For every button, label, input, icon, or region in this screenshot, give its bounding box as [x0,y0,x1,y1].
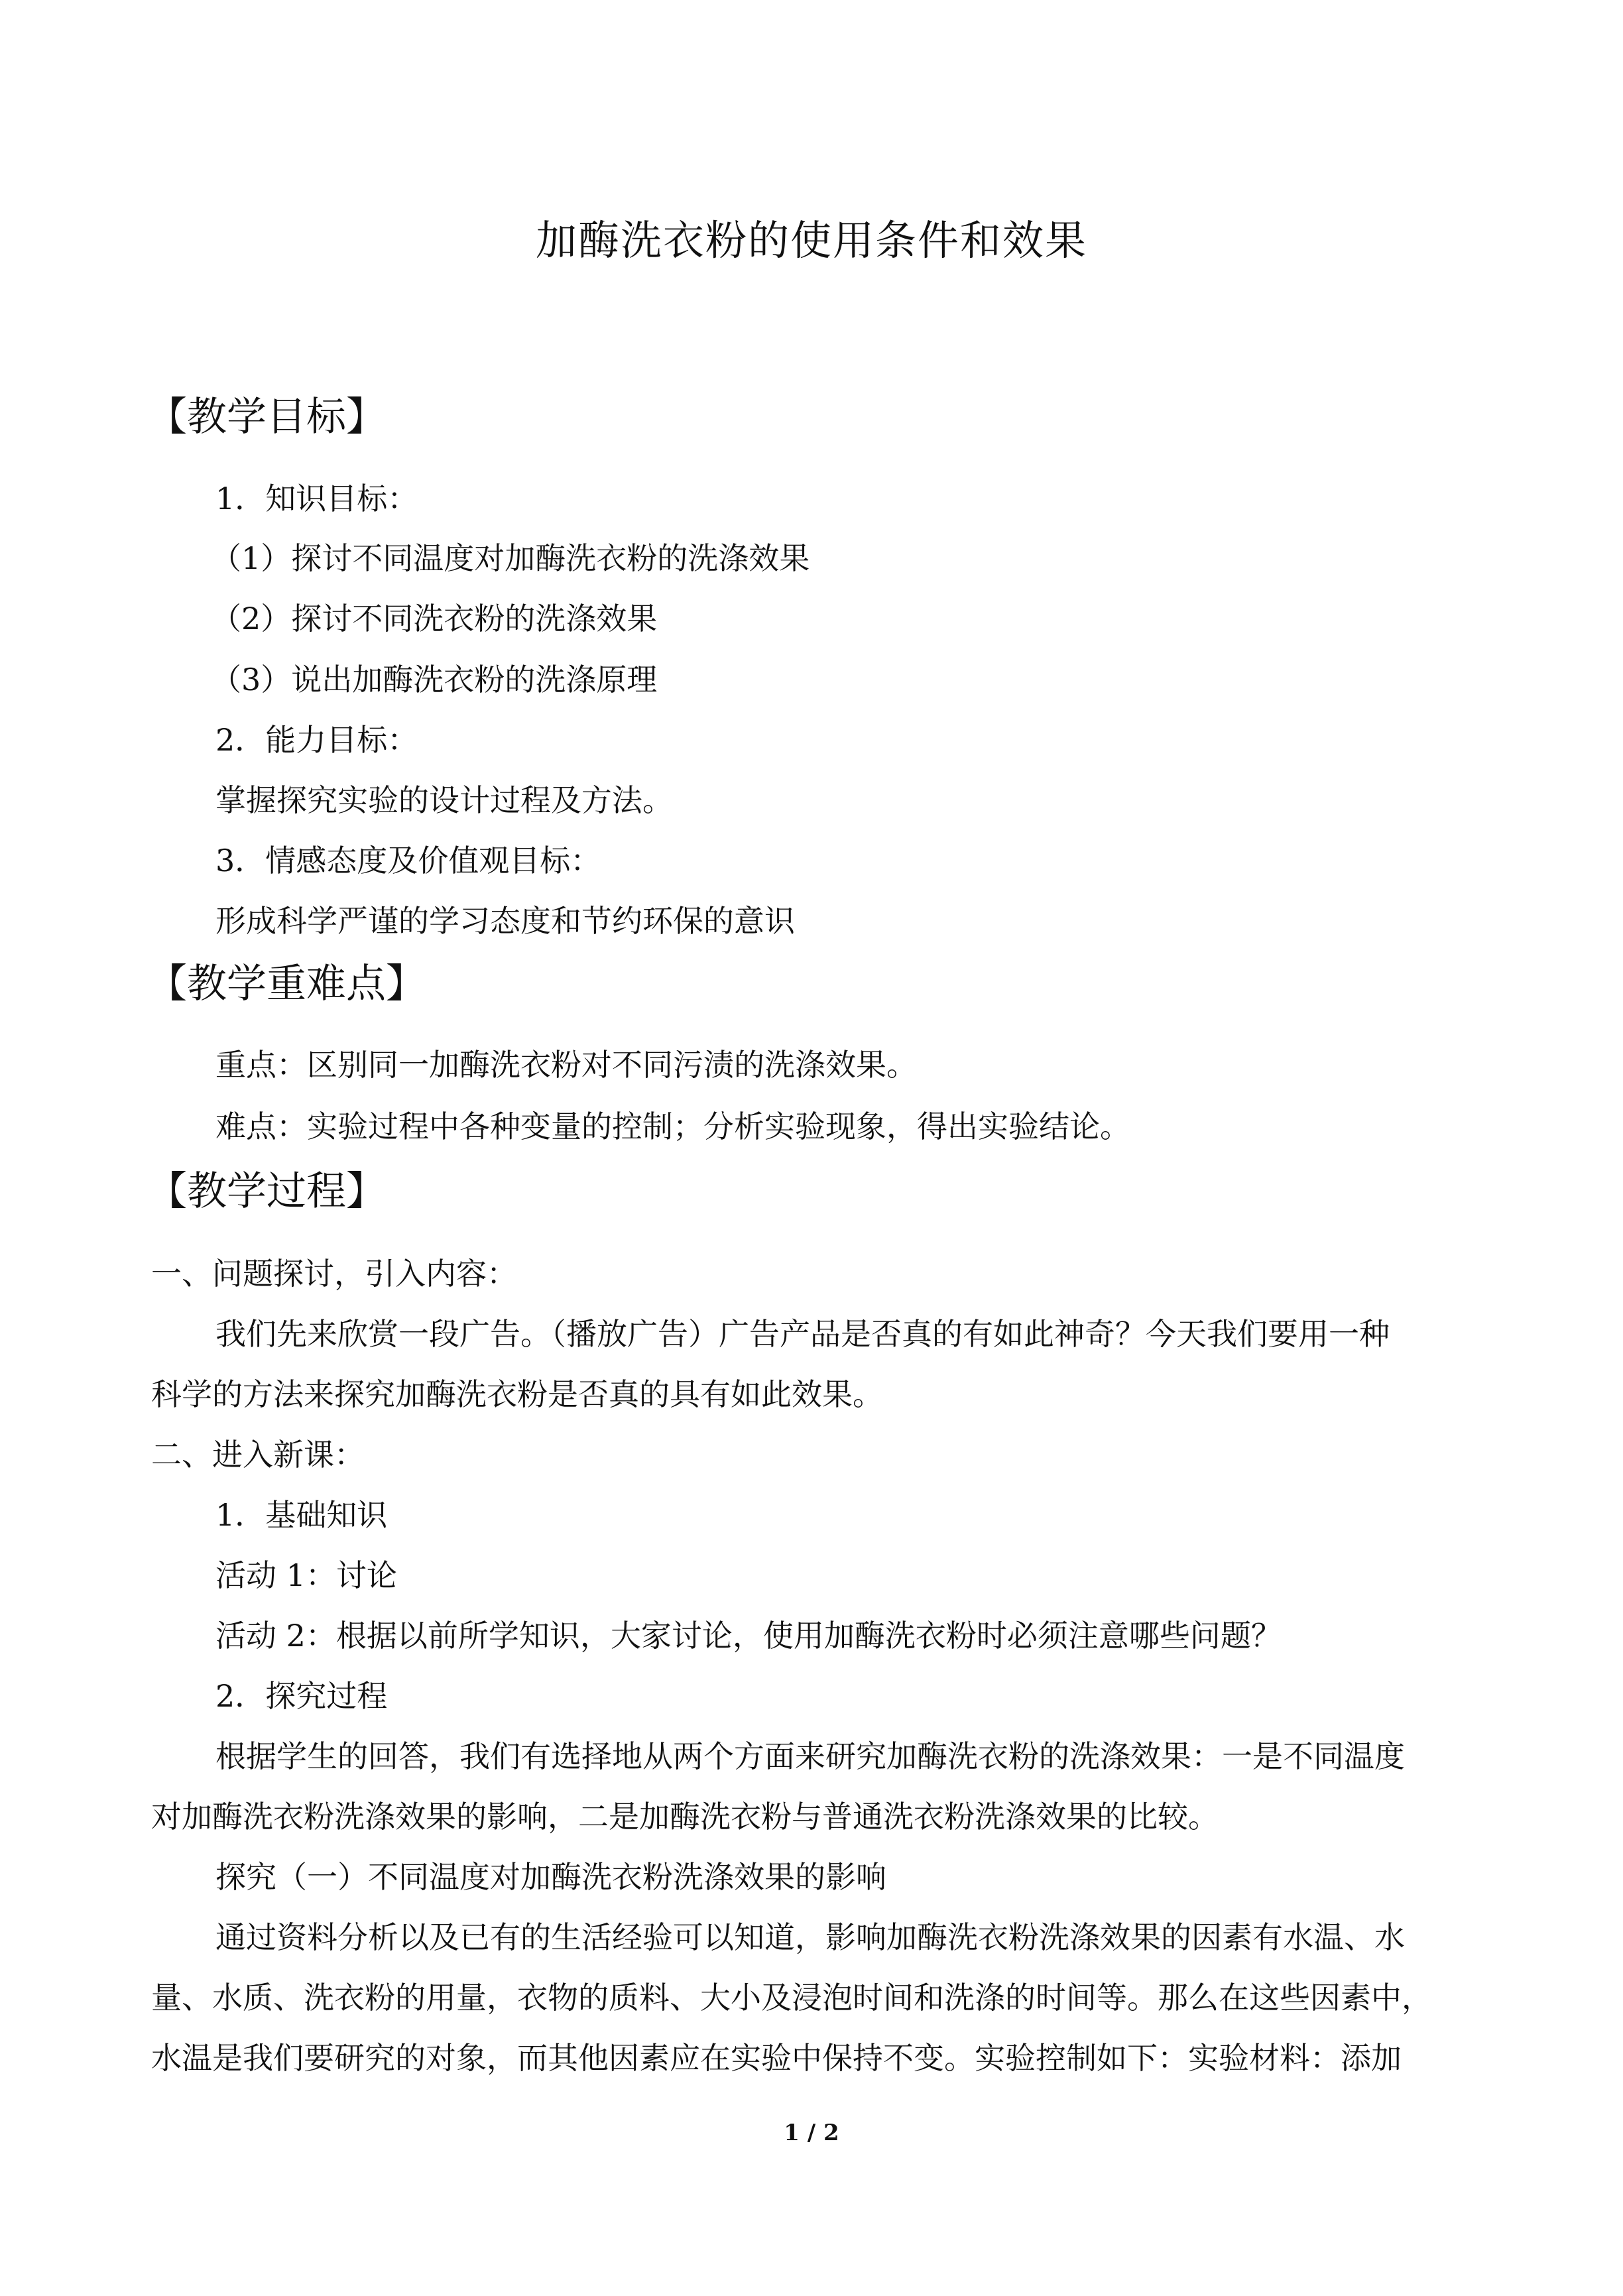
heading-teaching-process: 【教学过程】 [147,1168,386,1215]
process-line: 我们先来欣赏一段广告。（播放广告）广告产品是否真的有如此神奇？今天我们要用一种 [215,1316,1390,1352]
process-line: 通过资料分析以及已有的生活经验可以知道，影响加酶洗衣粉洗涤效果的因素有水温、水 [215,1919,1405,1955]
objective-line: 2．能力目标： [215,722,418,758]
heading-teaching-objectives: 【教学目标】 [147,394,386,440]
key-point-line: 难点：实验过程中各种变量的控制；分析实验现象，得出实验结论。 [215,1109,1130,1144]
heading-key-points: 【教学重难点】 [147,961,426,1007]
process-line: 活动 2：根据以前所学知识，大家讨论，使用加酶洗衣粉时必须注意哪些问题？ [215,1618,1282,1654]
objective-line: 形成科学严谨的学习态度和节约环保的意识 [215,903,795,939]
page-number: 1 / 2 [784,2120,839,2146]
process-line: 2．探究过程 [215,1678,388,1714]
process-line: 1．基础知识 [215,1497,388,1533]
objective-line: （2）探讨不同洗衣粉的洗涤效果 [211,601,658,636]
document-title: 加酶洗衣粉的使用条件和效果 [535,216,1087,265]
key-point-line: 重点：区别同一加酶洗衣粉对不同污渍的洗涤效果。 [215,1047,917,1083]
objective-line: （3）说出加酶洗衣粉的洗涤原理 [211,662,658,697]
process-line: 量、水质、洗衣粉的用量，衣物的质料、大小及浸泡时间和洗涤的时间等。那么在这些因素中， [151,1980,1432,2016]
process-line: 一、问题探讨，引入内容： [151,1256,517,1292]
process-line: 水温是我们要研究的对象，而其他因素应在实验中保持不变。实验控制如下：实验材料：添加 [151,2040,1402,2076]
process-line: 二、进入新课： [151,1437,365,1473]
objective-line: 掌握探究实验的设计过程及方法。 [215,782,673,818]
objective-line: 1．知识目标： [215,481,418,516]
objective-line: 3．情感态度及价值观目标： [215,843,601,878]
process-line: 探究（一）不同温度对加酶洗衣粉洗涤效果的影响 [215,1859,886,1895]
process-line: 根据学生的回答，我们有选择地从两个方面来研究加酶洗衣粉的洗涤效果：一是不同温度 [215,1738,1405,1774]
process-line: 科学的方法来探究加酶洗衣粉是否真的具有如此效果。 [151,1376,883,1412]
process-line: 对加酶洗衣粉洗涤效果的影响，二是加酶洗衣粉与普通洗衣粉洗涤效果的比较。 [151,1799,1219,1835]
objective-line: （1）探讨不同温度对加酶洗衣粉的洗涤效果 [211,540,810,576]
process-line: 活动 1：讨论 [215,1557,397,1593]
